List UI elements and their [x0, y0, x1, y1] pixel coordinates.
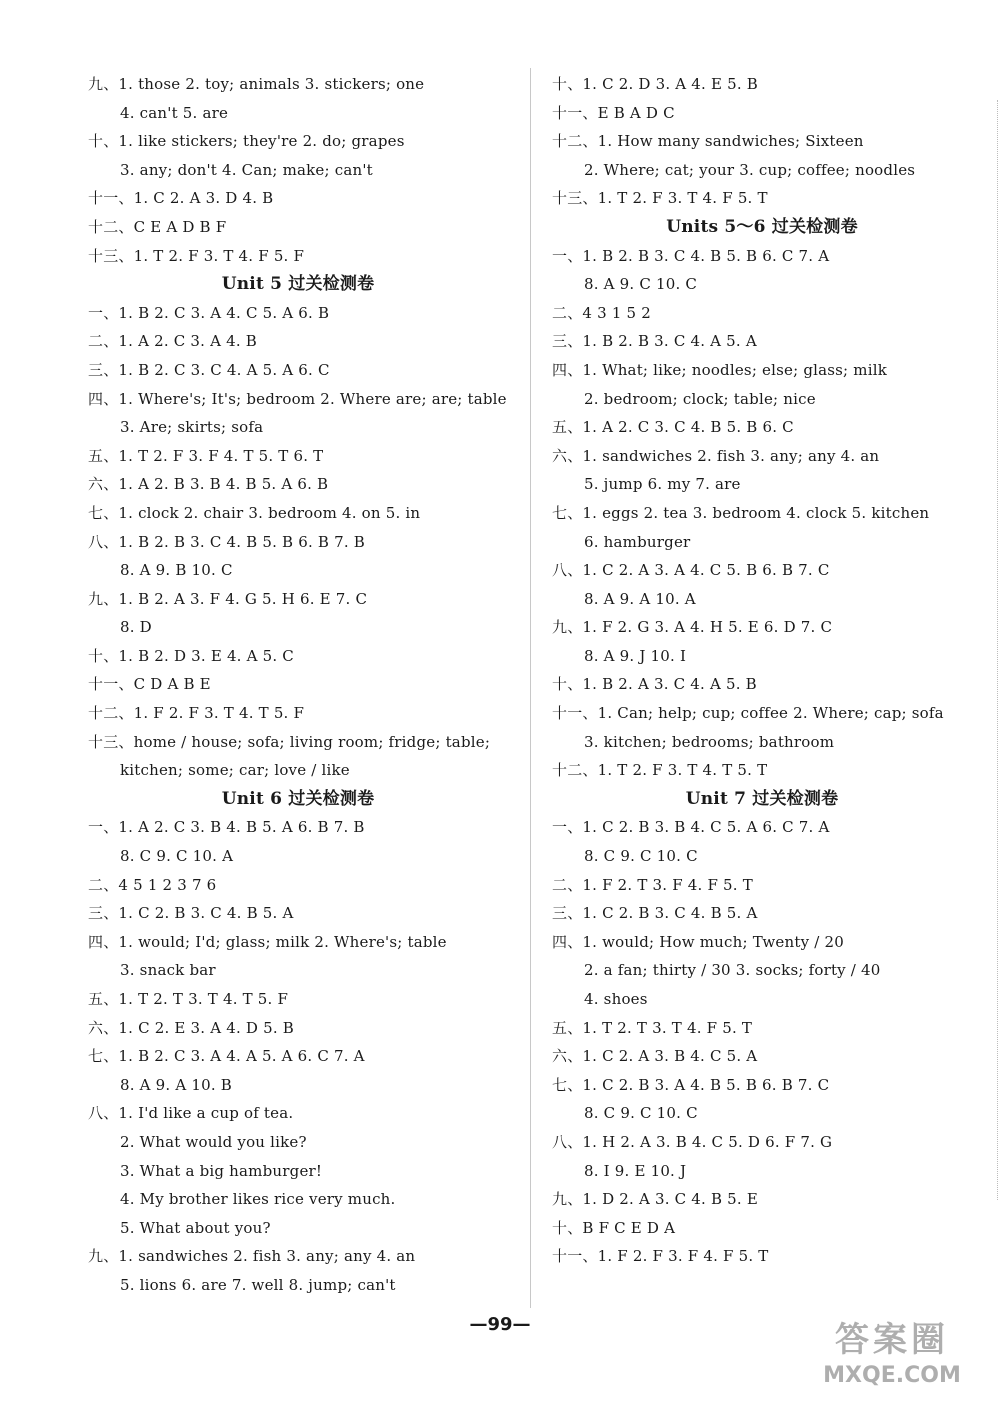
answer-line: 十、1. B 2. A 3. C 4. A 5. B [552, 675, 757, 694]
answer-line: 十、1. C 2. D 3. A 4. E 5. B [552, 75, 758, 93]
site-watermark [802, 1318, 982, 1396]
answer-line: 五、1. T 2. T 3. T 4. F 5. T [552, 1018, 753, 1037]
answer-line: 一、1. A 2. C 3. B 4. B 5. A 6. B 7. B [88, 818, 365, 837]
answer-line: 七、1. eggs 2. tea 3. bedroom 4. clock 5. kitchen [552, 503, 930, 522]
answer-line: 十、B F C E D A [552, 1218, 676, 1237]
answer-line: 六、1. C 2. E 3. A 4. D 5. B [88, 1018, 294, 1037]
answer-line: 二、1. F 2. T 3. F 4. F 5. T [552, 875, 753, 894]
page-edge-dots [993, 100, 998, 1200]
answer-line: 四、1. What; like; noodles; else; glass; milk [552, 360, 887, 379]
answer-line: 2. Where; cat; your 3. cup; coffee; noodles [584, 160, 916, 179]
answer-line: 九、1. F 2. G 3. A 4. H 5. E 6. D 7. C [552, 618, 833, 637]
answer-line: 九、1. D 2. A 3. C 4. B 5. E [552, 1190, 758, 1209]
answer-line: 十、1. B 2. D 3. E 4. A 5. C [88, 646, 294, 665]
answer-line: 五、1. T 2. T 3. T 4. T 5. F [88, 990, 289, 1008]
answer-line: 八、1. H 2. A 3. B 4. C 5. D 6. F 7. G [552, 1132, 833, 1151]
watermark-logo-text: 答案圈 [835, 1320, 949, 1360]
right-answer-column [552, 70, 972, 1271]
page-number: —99— [469, 1314, 531, 1335]
answer-line: 3. What a big hamburger! [120, 1161, 323, 1180]
answer-line: 十二、C E A D B F [88, 217, 227, 236]
answer-line: 四、1. would; How much; Twenty / 20 [552, 932, 844, 951]
answer-line: 2. a fan; thirty / 30 3. socks; forty / 40 [584, 961, 881, 980]
answer-line: 九、1. B 2. A 3. F 4. G 5. H 6. E 7. C [88, 589, 368, 608]
answer-line: 8. A 9. A 10. B [120, 1075, 233, 1094]
section-heading: Unit 5 过关检测卷 [221, 274, 375, 295]
answer-line: 十三、1. T 2. F 3. T 4. F 5. F [88, 246, 305, 265]
answer-line: 三、1. C 2. B 3. C 4. B 5. A [552, 904, 758, 923]
answer-line: 九、1. sandwiches 2. fish 3. any; any 4. an [88, 1247, 416, 1266]
answer-line: 十一、C D A B E [88, 675, 211, 694]
section-heading: Unit 6 过关检测卷 [221, 788, 375, 809]
answer-line: 一、1. B 2. C 3. A 4. C 5. A 6. B [88, 303, 330, 322]
answer-line: 3. kitchen; bedrooms; bathroom [584, 732, 835, 751]
answer-line: 一、1. C 2. B 3. B 4. C 5. A 6. C 7. A [552, 818, 830, 837]
answer-line: 5. What about you? [120, 1218, 271, 1237]
answer-line: 五、1. T 2. F 3. F 4. T 5. T 6. T [88, 446, 324, 465]
left-answer-column [88, 70, 508, 1300]
answer-line: 一、1. B 2. B 3. C 4. B 5. B 6. C 7. A [552, 246, 830, 265]
answer-line: 5. jump 6. my 7. are [584, 475, 741, 494]
answer-line: 六、1. C 2. A 3. B 4. C 5. A [552, 1047, 758, 1066]
answer-line: 十一、1. Can; help; cup; coffee 2. Where; cap; sofa [552, 704, 944, 723]
answer-line: 三、1. C 2. B 3. C 4. B 5. A [88, 904, 294, 923]
answer-line: 七、1. C 2. B 3. A 4. B 5. B 6. B 7. C [552, 1075, 830, 1094]
answer-line: 6. hamburger [584, 532, 691, 551]
answer-line: 5. lions 6. are 7. well 8. jump; can't [120, 1275, 396, 1294]
answer-line: 十、1. like stickers; they're 2. do; grapes [88, 132, 405, 151]
answer-line: 8. A 9. A 10. A [584, 589, 696, 608]
answer-line: 九、1. those 2. toy; animals 3. stickers; one [88, 75, 425, 93]
answer-line: 8. D [120, 618, 152, 637]
answer-line: 二、1. A 2. C 3. A 4. B [88, 332, 257, 351]
answer-line: kitchen; some; car; love / like [120, 761, 350, 780]
answer-line: 三、1. B 2. B 3. C 4. A 5. A [552, 332, 757, 351]
answer-line: 七、1. clock 2. chair 3. bedroom 4. on 5. in [88, 503, 421, 522]
answer-line: 二、4 5 1 2 3 7 6 [88, 875, 217, 894]
answer-line: 8. A 9. B 10. C [120, 561, 233, 580]
watermark-url: MXQE.COM [823, 1363, 961, 1388]
answer-line: 2. What would you like? [120, 1132, 307, 1151]
answer-line: 3. snack bar [120, 961, 216, 980]
answer-line: 六、1. sandwiches 2. fish 3. any; any 4. an [552, 446, 880, 465]
answer-line: 十一、E B A D C [552, 103, 675, 122]
answer-line: 二、4 3 1 5 2 [552, 303, 651, 322]
answer-line: 3. any; don't 4. Can; make; can't [120, 160, 373, 179]
answer-line: 六、1. A 2. B 3. B 4. B 5. A 6. B [88, 475, 329, 494]
answer-line: 8. A 9. J 10. I [584, 646, 687, 665]
answer-line: 十三、home / house; sofa; living room; fridge; table; [88, 732, 491, 751]
answer-line: 三、1. B 2. C 3. C 4. A 5. A 6. C [88, 360, 330, 379]
answer-line: 8. C 9. C 10. A [120, 847, 234, 866]
answer-line: 8. C 9. C 10. C [584, 1104, 698, 1123]
answer-line: 8. A 9. C 10. C [584, 275, 698, 294]
answer-line: 十三、1. T 2. F 3. T 4. F 5. T [552, 189, 768, 208]
answer-line: 4. My brother likes rice very much. [120, 1190, 396, 1209]
answer-line: 十二、1. F 2. F 3. T 4. T 5. F [88, 704, 305, 723]
answer-line: 八、1. B 2. B 3. C 4. B 5. B 6. B 7. B [88, 532, 365, 551]
answer-line: 十一、1. F 2. F 3. F 4. F 5. T [552, 1247, 769, 1266]
answer-line: 8. I 9. E 10. J [584, 1161, 687, 1180]
answer-line: 四、1. Where's; It's; bedroom 2. Where are; are; table [88, 389, 507, 408]
answer-line: 十一、1. C 2. A 3. D 4. B [88, 189, 274, 208]
answer-line: 五、1. A 2. C 3. C 4. B 5. B 6. C [552, 418, 794, 437]
answer-line: 4. shoes [584, 990, 648, 1008]
answer-line: 十二、1. T 2. F 3. T 4. T 5. T [552, 761, 768, 780]
answer-line: 八、1. C 2. A 3. A 4. C 5. B 6. B 7. C [552, 561, 830, 580]
answer-line: 8. C 9. C 10. C [584, 847, 698, 866]
answer-line: 2. bedroom; clock; table; nice [584, 389, 816, 408]
column-divider [530, 68, 531, 1308]
answer-line: 四、1. would; I'd; glass; milk 2. Where's; table [88, 932, 447, 951]
answer-line: 3. Are; skirts; sofa [120, 418, 264, 437]
answer-line: 十二、1. How many sandwiches; Sixteen [552, 132, 864, 151]
section-heading: Units 5～6 过关检测卷 [666, 216, 858, 237]
answer-line: 八、1. I'd like a cup of tea. [88, 1104, 294, 1123]
answer-line: 七、1. B 2. C 3. A 4. A 5. A 6. C 7. A [88, 1047, 365, 1066]
section-heading: Unit 7 过关检测卷 [685, 788, 839, 809]
answer-line: 4. can't 5. are [120, 103, 229, 122]
